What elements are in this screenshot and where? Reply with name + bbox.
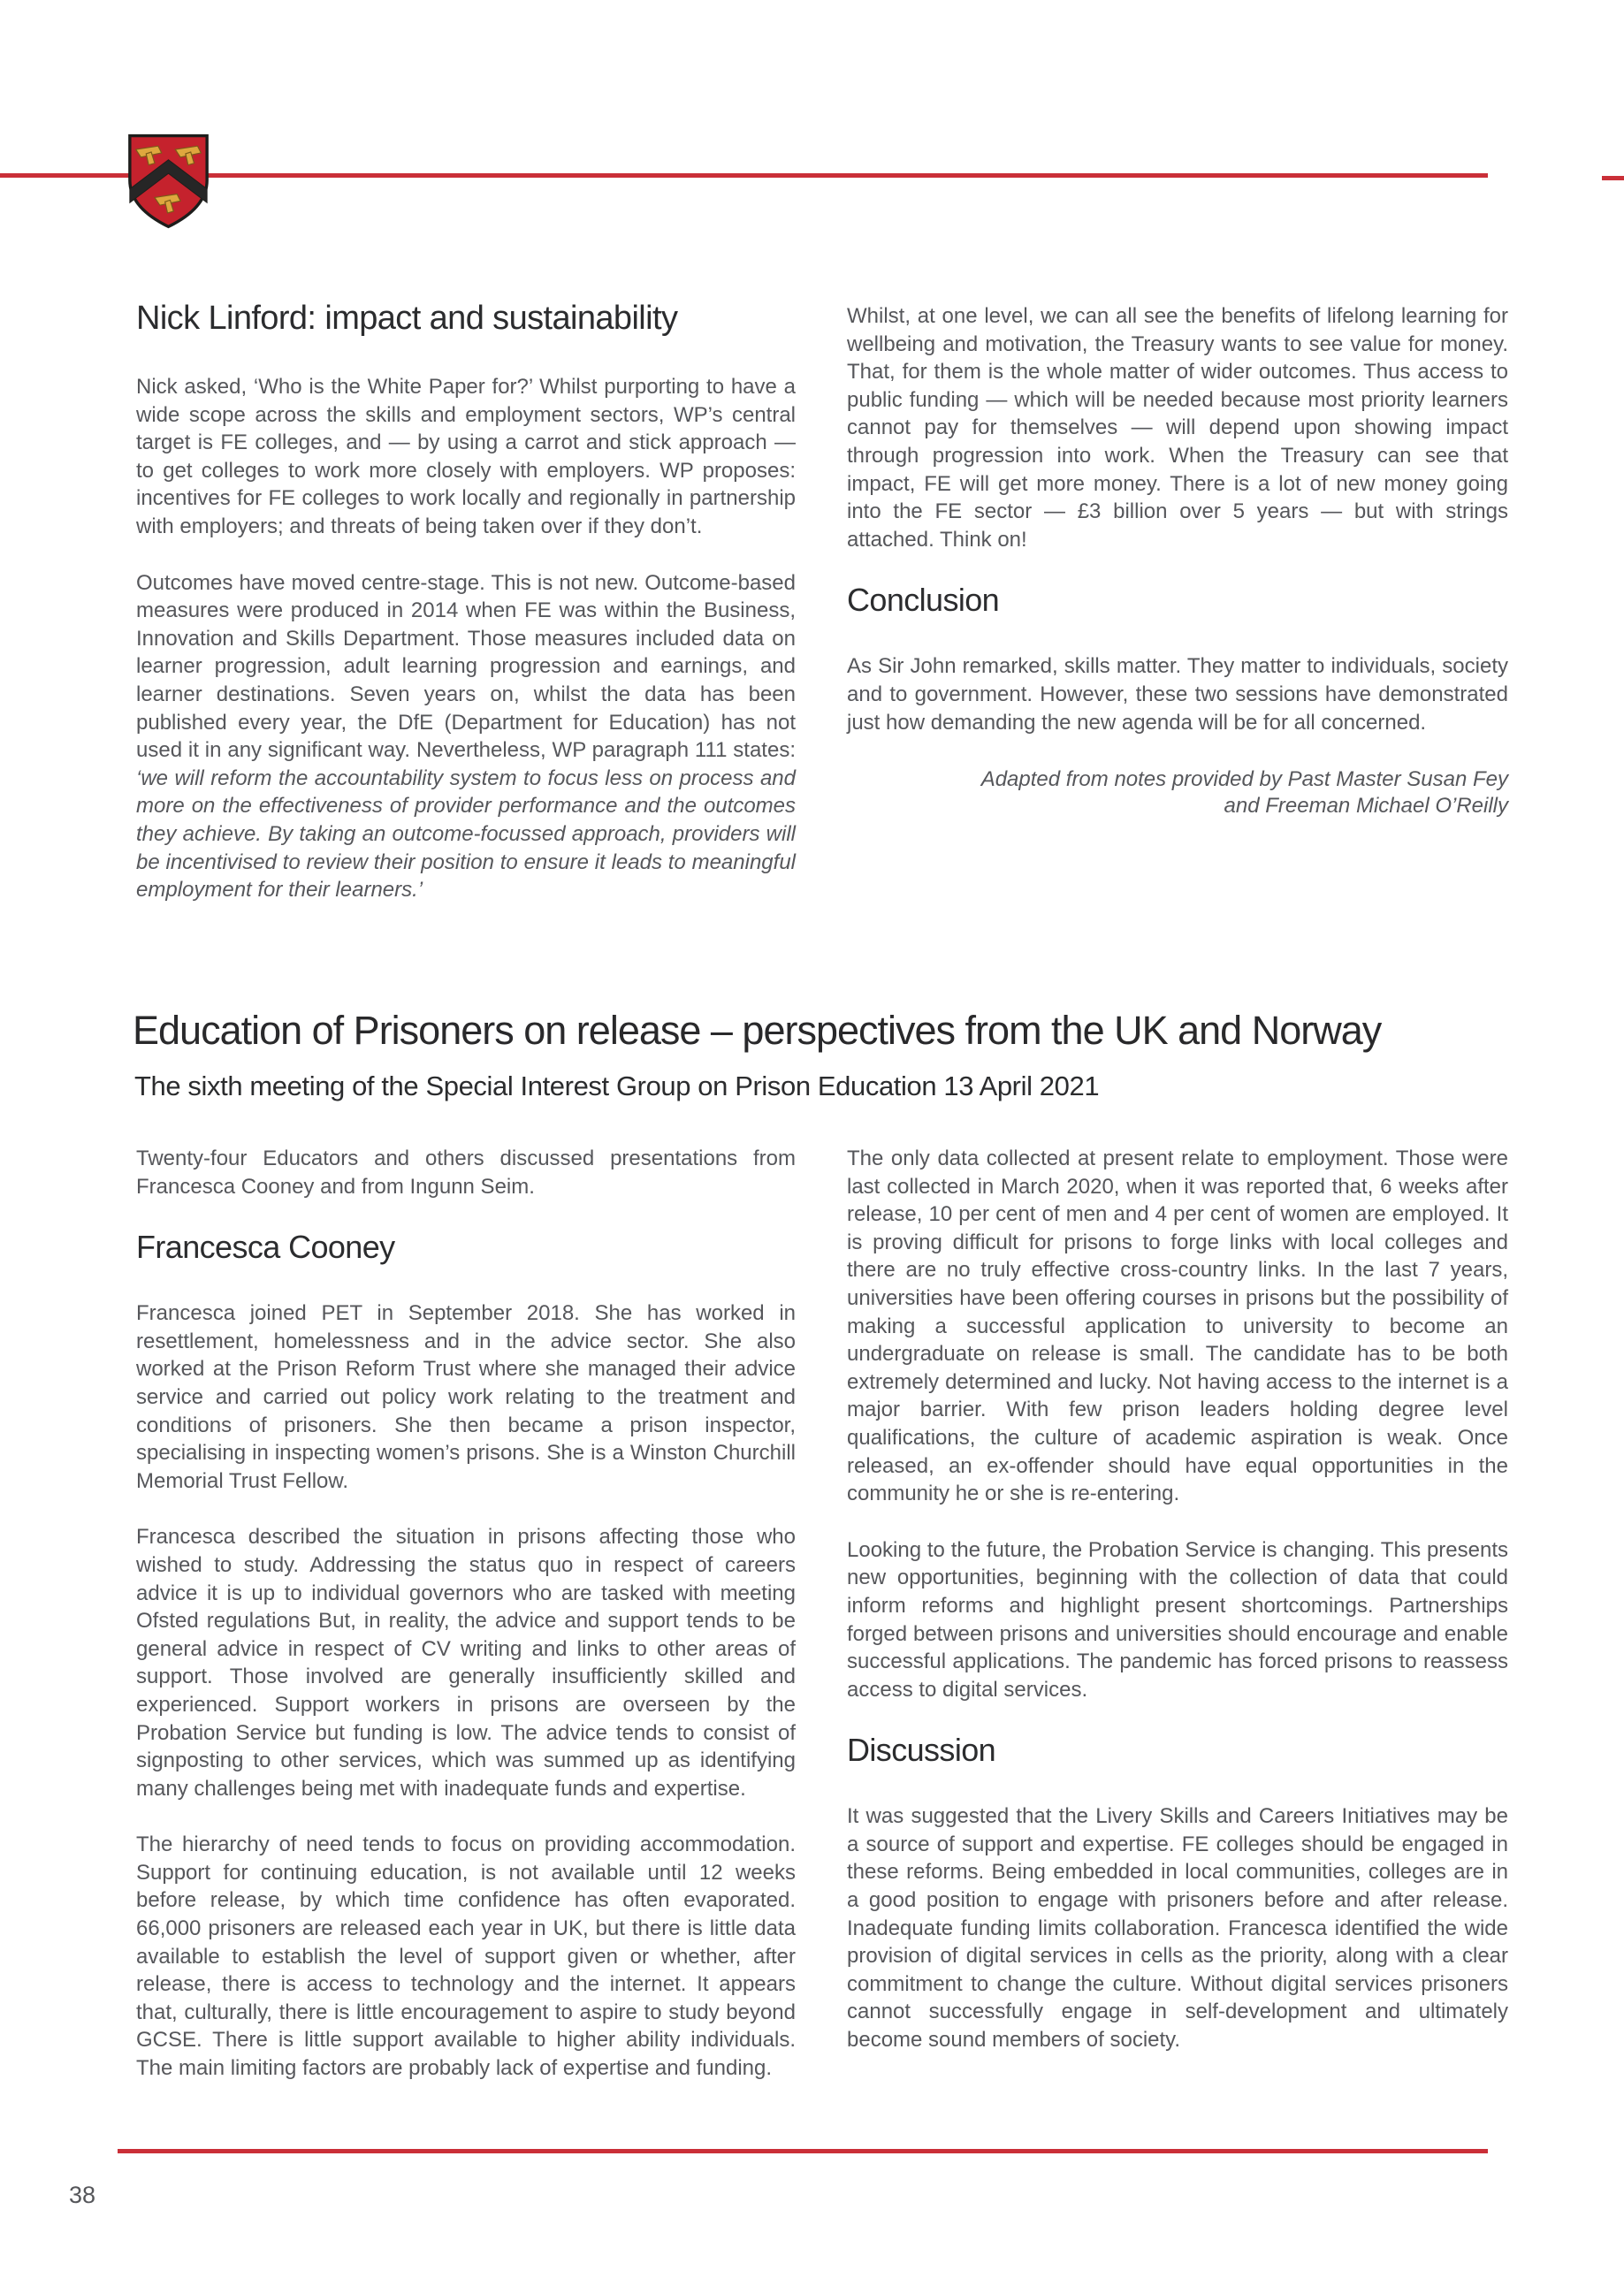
paragraph-italic-quote: ‘we will reform the accountability system to focus less on process and more on the effectiveness of provider performance and the outcomes they achieve. By taking an outcome-focussed approach, providers will be incentivised to review their position to ensure it leads to meaningful employment for their learners.’ bbox=[136, 766, 796, 903]
paragraph: The only data collected at present relate to employment. Those were last collected in March 2020, when it was reported that, 6 weeks after release, 10 per cent of men and 4 per cent of women are employed. It is proving difficult for prisons to forge links with local colleges and there are no truly effective cross-country links. In the last 7 years, universities have been offering courses in prisons but the possibility of making a successful application to university to become an undergraduate on release is small. The candidate has to be both extremely determined and lucky. Not having access to the internet is a major barrier. With few prison leaders holding degree level qualifications, the culture of academic aspiration is weak. Once released, an ex-offender should have equal opportunities in the community he or she is re-entering. bbox=[847, 1147, 1508, 1506]
section2-title: Education of Prisoners on release – perspectives from the UK and Norway bbox=[133, 1008, 1382, 1053]
paragraph: Francesca joined PET in September 2018. She has worked in resettlement, homelessness and in the advice sector. She also worked at the Prison Reform Trust where she managed their advice service and carried out policy work relating to the treatment and conditions of prisoners. She then became a prison inspector, specialising in inspecting women’s prisons. She is a Winston Churchill Memorial Trust Fellow. bbox=[136, 1301, 796, 1493]
paragraph: Whilst, at one level, we can all see the benefits of lifelong learning for wellbeing and motivation, the Treasury wants to see value for money. That, for them is the whole matter of wider outcomes. Thus access to public funding — which will be needed because most priority learners cannot pay for themselves — will depend upon showing impact through progression into work. When the Treasury can see that impact, FE will get more money. There is a lot of new money going into the FE sector — £3 billion over 5 years — but with strings attached. Think on! bbox=[847, 304, 1508, 552]
page-number: 38 bbox=[69, 2182, 96, 2208]
section2-right-column bbox=[847, 1145, 1508, 2054]
author-credit bbox=[847, 766, 1508, 819]
francesca-cooney-heading: Francesca Cooney bbox=[136, 1229, 395, 1266]
credit-line: and Freeman Michael O’Reilly bbox=[1224, 794, 1508, 819]
paragraph: The hierarchy of need tends to focus on providing accommodation. Support for continuing education, is not available until 12 weeks before release, by which time confidence has often evaporated. 66,000 prisoners are released each year in UK, but there is little data available to establish the level of support given or whether, after release, there is access to technology and the internet. It appears that, culturally, there is little encouragement to aspire to study beyond GCSE. There is little support available to higher ability individuals. The main limiting factors are probably lack of expertise and funding. bbox=[136, 1832, 796, 2081]
paragraph: As Sir John remarked, skills matter. They matter to individuals, society and to government. However, these two sessions have demonstrated just how demanding the new agenda will be for all concerned. bbox=[847, 654, 1508, 735]
section1-right-column bbox=[847, 302, 1508, 819]
bottom-rule bbox=[118, 2149, 1488, 2153]
paragraph bbox=[136, 569, 796, 904]
paragraph: Francesca described the situation in prisons affecting those who wished to study. Addressing the status quo in respect of careers advice it is up to individual governors who are tasked with meeting Ofsted regulations But, in reality, the advice and support tends to be general advice in respect of CV writing and links to other areas of support. Those involved are generally insufficiently skilled and experienced. Support workers in prisons are overseen by the Probation Service but funding is low. The advice tends to consist of signposting to other services, which was summed up as identifying many challenges being met with inadequate funds and expertise. bbox=[136, 1525, 796, 1801]
section1-left-column bbox=[136, 299, 796, 904]
discussion-heading: Discussion bbox=[847, 1732, 996, 1769]
section2-left-column bbox=[136, 1145, 796, 2083]
paragraph: Twenty-four Educators and others discussed presentations from Francesca Cooney and from Ingunn Seim. bbox=[136, 1147, 796, 1199]
top-rule-right-segment bbox=[1602, 176, 1624, 180]
paragraph-normal-run: Outcomes have moved centre-stage. This is not new. Outcome-based measures were produced in 2014 when FE was within the Business, Innovation and Skills Department. Those measures included data on learner progression, adult learning progression and earnings, and learner destinations. Seven years on, whilst the data has been published every year, the DfE (Department for Education) has not used it in any significant way. Nevertheless, WP paragraph 111 states: bbox=[136, 570, 796, 763]
section2-subtitle: The sixth meeting of the Special Interest Group on Prison Education 13 April 2021 bbox=[134, 1070, 1100, 1101]
conclusion-heading: Conclusion bbox=[847, 582, 1000, 619]
paragraph: It was suggested that the Livery Skills and Careers Initiatives may be a source of support and expertise. FE colleges should be engaged in these reforms. Being embedded in local communities, colleges are in a good position to engage with prisoners before and after release. Inadequate funding limits collaboration. Francesca identified the wide provision of digital services in cells as the priority, along with a clear commitment to change the culture. Without digital services prisoners cannot successfully engage in self-development and ultimately become sound members of society. bbox=[847, 1804, 1508, 2053]
article-heading-nick-linford: Nick Linford: impact and sustainability bbox=[136, 300, 678, 337]
paragraph: Looking to the future, the Probation Service is changing. This presents new opportunities, beginning with the collection of data that could inform reforms and highlight present shortcomings. Partnerships forged between prisons and universities should encourage and enable successful applications. The pandemic has forced prisons to reassess access to digital services. bbox=[847, 1537, 1508, 1702]
carpenters-crest-logo bbox=[126, 131, 211, 232]
top-rule bbox=[0, 173, 1488, 178]
paragraph: Nick asked, ‘Who is the White Paper for?’ Whilst purporting to have a wide scope across the skills and employment sectors, WP’s central target is FE colleges, and — by using a carrot and stick approach — to get colleges to work more closely with employers. WP proposes: incentives for FE colleges to work locally and regionally in partnership with employers; and threats of being taken over if they don’t. bbox=[136, 375, 796, 538]
credit-line: Adapted from notes provided by Past Master Susan Fey bbox=[980, 767, 1508, 792]
